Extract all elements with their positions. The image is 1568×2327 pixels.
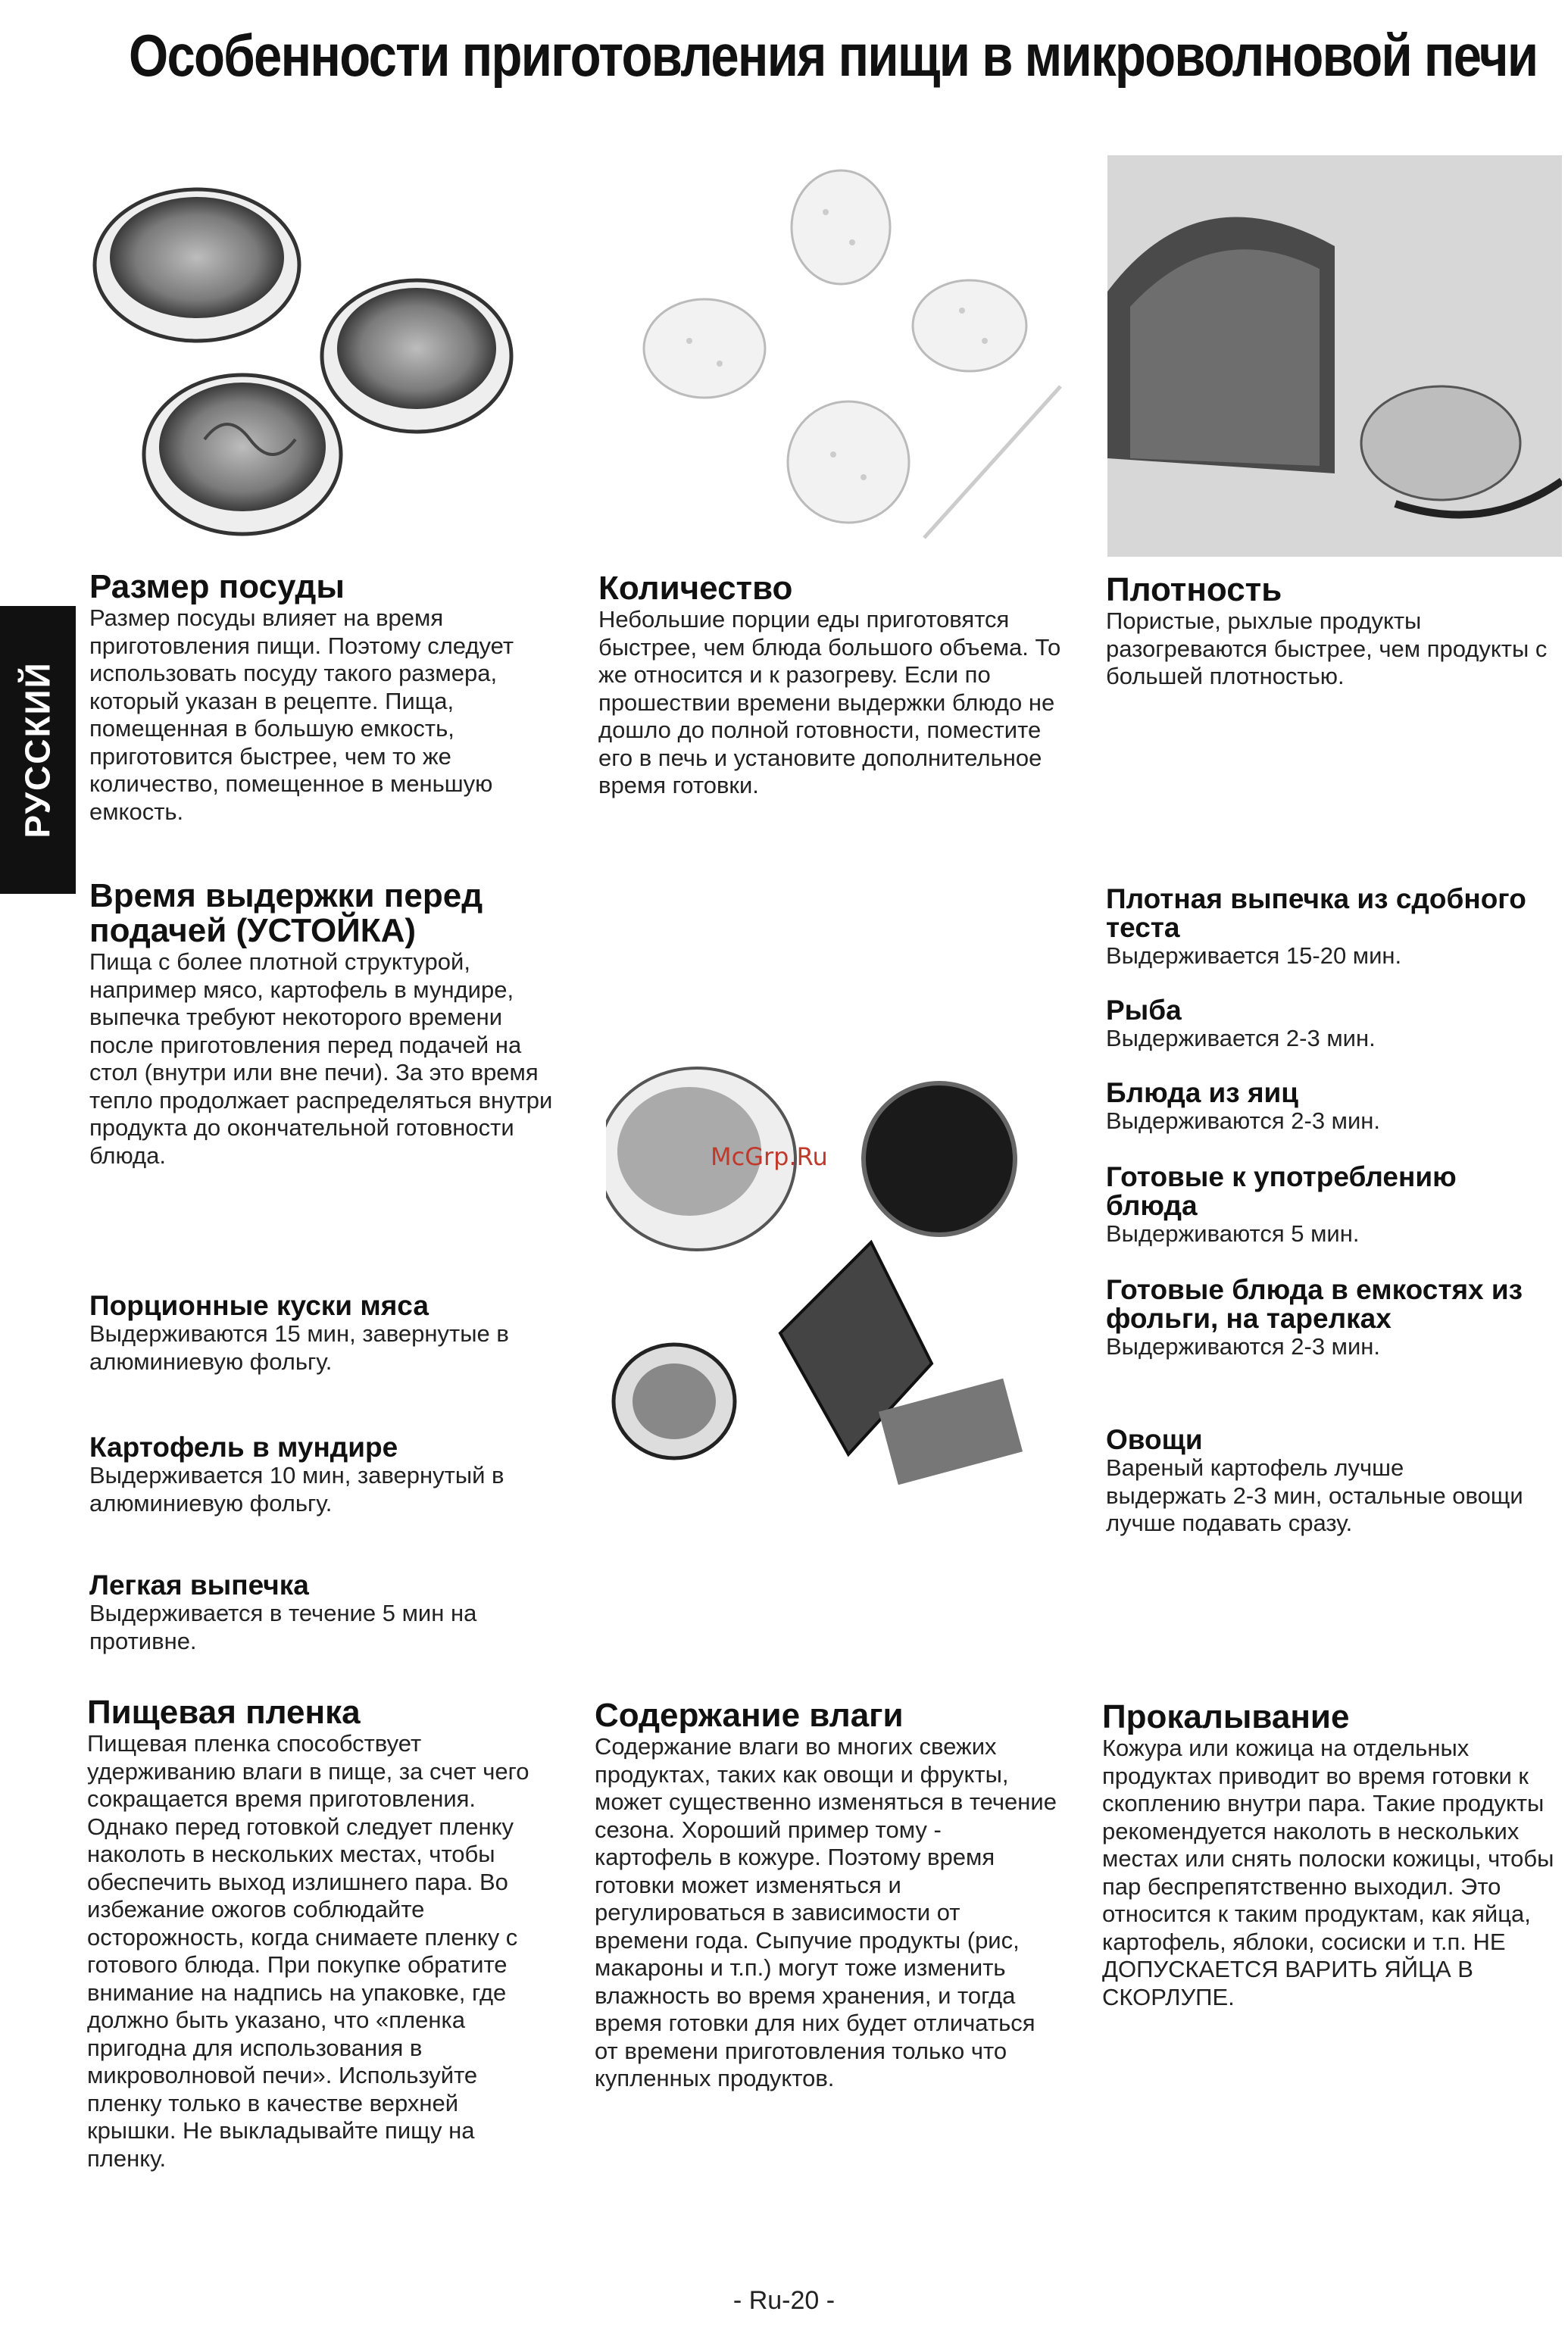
standing-item-fish	[1106, 996, 1530, 1053]
density-text: Пористые, рыхлые продукты разогреваются быстрее, чем продукты с большей плотностью.	[1106, 608, 1548, 689]
quantity-heading: Количество	[598, 570, 793, 607]
item-title: Плотная выпечка из сдобного теста	[1106, 883, 1526, 943]
item-text: Выдерживаются 2-3 мин.	[1106, 1333, 1381, 1360]
size-text: Размер посуды влияет на время приготовления пищи. Поэтому следует использовать посуду такого размера, который указан в рецепте. Пища, помещенная в большую емкость, приготовится быстрее, чем то же количество, помещенное в меньшую емкость.	[89, 604, 514, 825]
photo-bread	[1107, 155, 1562, 557]
film-heading: Пищевая пленка	[87, 1694, 361, 1731]
page-title: Особенности приготовления пищи в микроволновой печи	[129, 22, 1538, 89]
section-density	[1106, 573, 1560, 691]
item-title: Картофель в мундире	[89, 1432, 398, 1463]
standing-item-potato	[89, 1433, 544, 1517]
photo-potatoes	[621, 159, 1076, 553]
item-text: Выдерживаются 2-3 мин.	[1106, 1107, 1381, 1134]
section-moisture	[595, 1698, 1057, 2093]
piercing-text: Кожура или кожица на отдельных продуктах приводит во время готовки к скоплению внутри пара. Такие продукты рекомендуется наколоть в нескольких местах или снять полоски кожицы, чтобы пар беспрепятственно выходил. Это относится к таким продуктам, как яйца, картофель, яблоки, сосиски и т.п. НЕ ДОПУСКАЕТСЯ ВАРИТЬ ЯЙЦА В СКОРЛУПЕ.	[1102, 1735, 1554, 2010]
moisture-text: Содержание влаги во многих свежих продуктах, таких как овощи и фрукты, может существенно изменяться в течение сезона. Хороший пример тому - картофель в кожуре. Поэтому время готовки может изменяться и регулироваться в зависимости от времени года. Сыпучие продукты (рис, макароны и т.п.) могут тоже изменить влажность во время хранения, и тогда время готовки для них будет отличаться от времени приготовления только что купленных продуктов.	[595, 1733, 1057, 2091]
quantity-text: Небольшие порции еды приготовятся быстрее, чем блюда большого объема. То же относится и к разогреву. Если по прошествии времени выдержки блюдо не дошло до полной готовности, поместите его в печь и установите дополнительное время готовки.	[598, 606, 1061, 798]
page-number: - Ru-20 -	[732, 2286, 836, 2315]
section-film	[87, 1695, 542, 2172]
standing-item-ready-meals	[1106, 1163, 1545, 1248]
film-text: Пищевая пленка способствует удерживанию влаги в пище, за счет чего сокращается время приготовления. Однако перед готовкой следует пленку наколоть в нескольких местах, чтобы обеспечить выход излишнего пара. Во избежание ожогов соблюдайте осторожность, когда снимаете пленку с готового блюда. При покупке обратите внимание на надпись на упаковке, где должно быть указано, что «пленка пригодна для использования в микроволновой печи». Используйте пленку только в качестве верхней крышки. Не выкладывайте пищу на пленку.	[87, 1730, 529, 2172]
photo-dishes	[606, 1045, 1068, 1485]
item-title: Порционные куски мяса	[89, 1290, 429, 1321]
item-text: Выдерживается 2-3 мин.	[1106, 1025, 1376, 1051]
section-standing	[89, 879, 559, 1170]
item-text: Выдерживаются 15 мин, завернутые в алюминиевую фольгу.	[89, 1320, 509, 1375]
standing-item-light-baking	[89, 1571, 544, 1655]
item-text: Выдерживается в течение 5 мин на противне.	[89, 1600, 477, 1654]
item-text: Вареный картофель лучше выдержать 2-3 мин, остальные овощи лучше подавать сразу.	[1106, 1454, 1523, 1536]
item-title: Готовые к употреблению блюда	[1106, 1161, 1457, 1221]
section-quantity	[598, 571, 1068, 800]
item-text: Выдерживаются 5 мин.	[1106, 1220, 1360, 1247]
standing-item-eggs	[1106, 1079, 1530, 1135]
standing-item-meat	[89, 1292, 544, 1376]
watermark: McGrp.Ru	[711, 1142, 828, 1171]
standing-item-foil-dishes	[1106, 1276, 1530, 1361]
language-tab-label: РУССКИЙ	[18, 661, 58, 839]
standing-item-dense-baking	[1106, 885, 1530, 970]
item-title: Рыба	[1106, 995, 1182, 1026]
item-title: Овощи	[1106, 1424, 1203, 1455]
standing-heading: Время выдержки перед подачей (УСТОЙКА)	[89, 877, 483, 949]
item-title: Блюда из яиц	[1106, 1077, 1299, 1108]
section-size	[89, 570, 559, 826]
section-piercing	[1102, 1700, 1557, 2011]
item-text: Выдерживается 15-20 мин.	[1106, 942, 1402, 969]
language-tab	[0, 606, 76, 894]
photo-bowls	[83, 182, 568, 545]
density-heading: Плотность	[1106, 571, 1282, 608]
standing-item-vegetables	[1106, 1426, 1530, 1538]
item-title: Готовые блюда в емкостях из фольги, на тарелках	[1106, 1274, 1523, 1334]
item-title: Легкая выпечка	[89, 1570, 309, 1601]
piercing-heading: Прокалывание	[1102, 1698, 1350, 1735]
size-heading: Размер посуды	[89, 568, 345, 605]
item-text: Выдерживается 10 мин, завернутый в алюминиевую фольгу.	[89, 1462, 504, 1516]
moisture-heading: Содержание влаги	[595, 1697, 904, 1734]
standing-text: Пища с более плотной структурой, например мясо, картофель в мундире, выпечка требуют некоторого времени после приготовления перед подачей на стол (внутри или вне печи). За это время тепло продолжает распределяться внутри продукта до окончательной готовности блюда.	[89, 948, 553, 1169]
